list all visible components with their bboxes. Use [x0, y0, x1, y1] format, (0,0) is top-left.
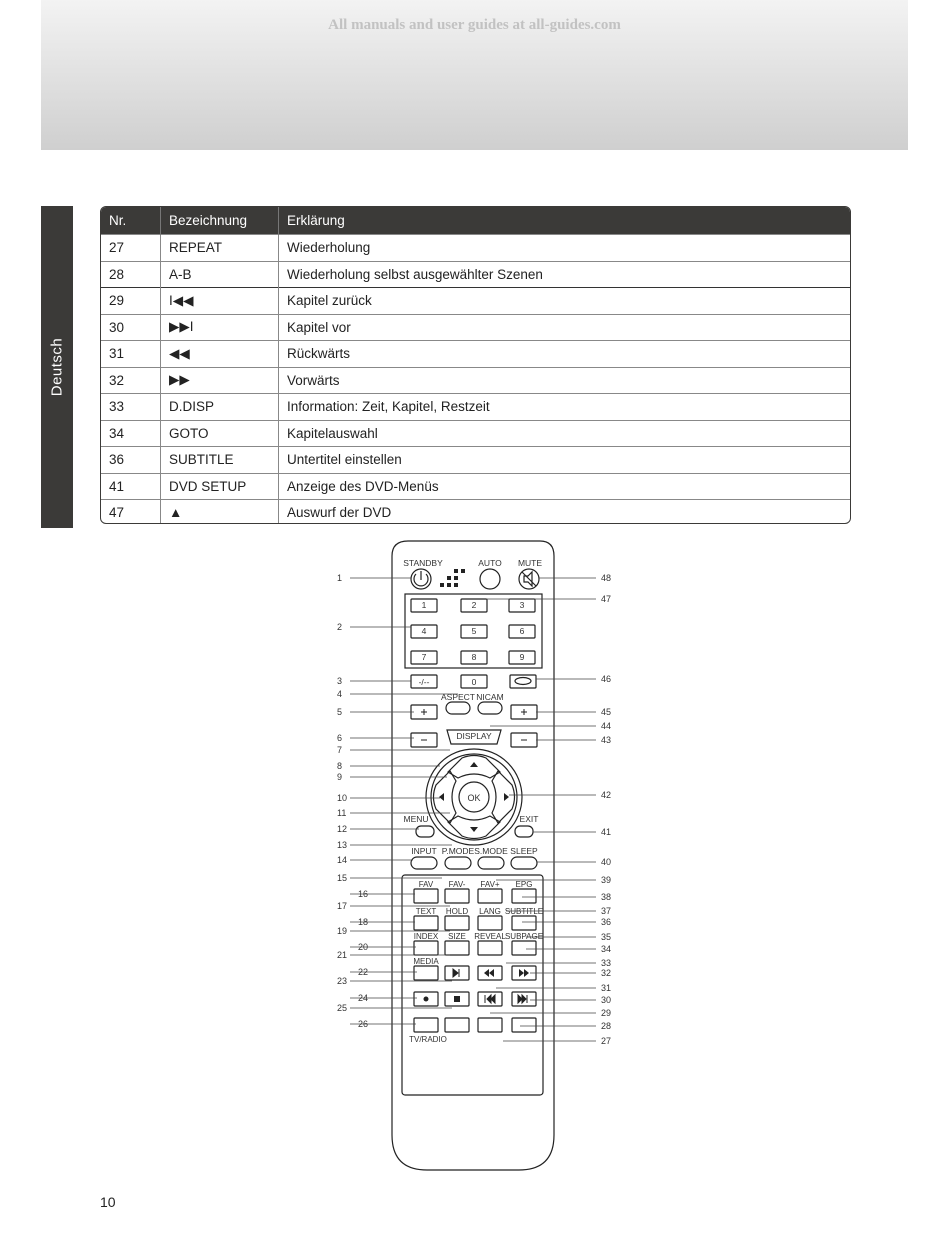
hold-label: HOLD: [445, 907, 469, 916]
cell-nr: 41: [101, 473, 161, 500]
watermark-text: All manuals and user guides at all-guides.com: [328, 17, 621, 33]
cell-erklaerung: Vorwärts: [279, 367, 851, 394]
callout-number: 41: [601, 827, 612, 837]
cell-bezeichnung: ▶▶: [161, 367, 279, 394]
callout-number: 1: [337, 573, 343, 583]
cell-bezeichnung: GOTO: [161, 420, 279, 447]
callout-number: 10: [337, 793, 348, 803]
callout-number: 45: [601, 707, 612, 717]
callout-number: 3: [337, 676, 343, 686]
callout-number: 11: [337, 808, 347, 818]
pmode-label: P.MODE: [441, 846, 475, 856]
callout-number: 40: [601, 857, 612, 867]
nicam-button: [478, 702, 502, 714]
plus-icon: [521, 709, 527, 715]
tvradio-label: TV/RADIO: [409, 1035, 447, 1044]
cell-bezeichnung: ▶▶I: [161, 314, 279, 341]
number-button-label: 1: [421, 600, 427, 610]
smode-button: [478, 857, 504, 869]
input-label: INPUT: [411, 846, 437, 856]
callout-number: 27: [601, 1036, 612, 1046]
callout-number: 33: [601, 958, 612, 968]
cell-bezeichnung: SUBTITLE: [161, 447, 279, 474]
callout-number: 21: [337, 950, 348, 960]
display-label: DISPLAY: [456, 731, 492, 741]
input-button: [411, 857, 437, 869]
cell-erklaerung: Kapitelauswahl: [279, 420, 851, 447]
cell-bezeichnung: ◀◀: [161, 341, 279, 368]
fav_minus-button: [445, 889, 469, 903]
callout-number: 25: [337, 1003, 348, 1013]
fav-button: [414, 889, 438, 903]
callout-number: 5: [337, 707, 343, 717]
menu-label: MENU: [403, 814, 429, 824]
cell-erklaerung: Rückwärts: [279, 341, 851, 368]
callout-number: 6: [337, 733, 343, 743]
hold-button: [445, 916, 469, 930]
callout-number: 22: [358, 967, 369, 977]
number-button-label: 4: [421, 626, 427, 636]
previous-chapter-icon: [485, 995, 495, 1003]
transport-button: [512, 1018, 536, 1032]
dash-button-label: -/--: [418, 677, 430, 687]
aspect-label: ASPECT: [440, 692, 476, 702]
number-button-label: 8: [471, 652, 477, 662]
sleep-label: SLEEP: [510, 846, 538, 856]
cell-erklaerung: Anzeige des DVD-Menüs: [279, 473, 851, 500]
lang-label: LANG: [479, 907, 501, 916]
number-button-label: 2: [471, 600, 477, 610]
cell-bezeichnung: D.DISP: [161, 394, 279, 421]
signal-dots-icon: [440, 569, 465, 587]
fav-label: FAV: [418, 880, 434, 889]
epg-button: [512, 889, 536, 903]
cell-nr: 34: [101, 420, 161, 447]
record-icon: [424, 997, 429, 1002]
subpage-button: [512, 941, 536, 955]
callout-number: 4: [337, 689, 343, 699]
play-pause-icon: [453, 969, 459, 977]
callout-number: 39: [601, 875, 612, 885]
fav_plus-button: [478, 889, 502, 903]
reveal-label: REVEAL: [474, 932, 506, 941]
header-bezeichnung: Bezeichnung: [161, 207, 279, 235]
exit-label: EXIT: [519, 814, 539, 824]
callout-number: 48: [601, 573, 612, 583]
number-button-label: 5: [471, 626, 477, 636]
callout-number: 24: [358, 993, 369, 1003]
cell-bezeichnung: DVD SETUP: [161, 473, 279, 500]
standby-label: STANDBY: [403, 558, 443, 568]
callout-number: 23: [337, 976, 348, 986]
callout-number: 34: [601, 944, 612, 954]
subtitle-button: [512, 916, 536, 930]
callout-number: 12: [337, 824, 348, 834]
callout-number: 36: [601, 917, 612, 927]
sleep-button: [511, 857, 537, 869]
callout-number: 14: [337, 855, 348, 865]
callout-number: 30: [601, 995, 612, 1005]
callout-number: 37: [601, 906, 612, 916]
callout-number: 42: [601, 790, 612, 800]
cell-nr: 30: [101, 314, 161, 341]
cell-nr: 31: [101, 341, 161, 368]
exit-button: [515, 826, 533, 837]
cell-nr: 36: [101, 447, 161, 474]
lang-button: [478, 916, 502, 930]
size-label: SIZE: [448, 932, 466, 941]
callout-number: 15: [337, 873, 348, 883]
callout-number: 8: [337, 761, 343, 771]
callout-number: 43: [601, 735, 612, 745]
page-number: 10: [100, 1194, 116, 1210]
cell-nr: 32: [101, 367, 161, 394]
next-chapter-icon: [518, 995, 527, 1003]
callout-number: 17: [337, 901, 348, 911]
callout-number: 44: [601, 721, 612, 731]
callout-number: 16: [358, 889, 369, 899]
callout-number: 18: [358, 917, 369, 927]
cell-erklaerung: Kapitel zurück: [279, 288, 851, 315]
number-button-label: 6: [519, 626, 525, 636]
nicam-label: NICAM: [476, 692, 504, 702]
mute-label: MUTE: [517, 558, 543, 568]
cell-erklaerung: Information: Zeit, Kapitel, Restzeit: [279, 394, 851, 421]
media-label: MEDIA: [413, 957, 439, 966]
cell-nr: 47: [101, 500, 161, 525]
text-label: TEXT: [415, 907, 437, 916]
callout-number: 35: [601, 932, 612, 942]
transport-button: [414, 966, 438, 980]
callout-number: 20: [358, 942, 369, 952]
index-button: [414, 941, 438, 955]
callout-number: 2: [337, 622, 343, 632]
epg-label: EPG: [515, 880, 533, 889]
number-button-label: 9: [519, 652, 525, 662]
fav_plus-label: FAV+: [480, 880, 500, 889]
callout-number: 32: [601, 968, 612, 978]
header-erklaerung: Erklärung: [279, 207, 851, 235]
cell-nr: 27: [101, 235, 161, 262]
index-label: INDEX: [413, 932, 439, 941]
text-button: [414, 916, 438, 930]
callout-number: 13: [337, 840, 348, 850]
number-button-label: 3: [519, 600, 525, 610]
header-nr: Nr.: [109, 213, 127, 228]
transport-button: [478, 1018, 502, 1032]
cell-erklaerung: Kapitel vor: [279, 314, 851, 341]
cell-erklaerung: Wiederholung selbst ausgewählter Szenen: [279, 261, 851, 288]
smode-label: S.MODE: [474, 846, 508, 856]
cell-bezeichnung: ▲: [161, 500, 279, 525]
callout-number: 31: [601, 983, 612, 993]
cell-nr: 33: [101, 394, 161, 421]
mute-icon: [522, 572, 536, 586]
auto-button: [480, 569, 500, 589]
transport-button: [445, 1018, 469, 1032]
cell-bezeichnung: A-B: [161, 261, 279, 288]
transport-button: [414, 1018, 438, 1032]
menu-button: [416, 826, 434, 837]
subpage-label: SUBPAGE: [504, 932, 544, 941]
stop-icon: [454, 996, 460, 1002]
aspect-button: [446, 702, 470, 714]
cell-nr: 28: [101, 261, 161, 288]
pmode-button: [445, 857, 471, 869]
callout-number: 38: [601, 892, 612, 902]
number-button-label: 7: [421, 652, 427, 662]
callout-number: 9: [337, 772, 343, 782]
callout-number: 26: [358, 1019, 369, 1029]
cell-erklaerung: Untertitel einstellen: [279, 447, 851, 474]
callout-number: 7: [337, 745, 343, 755]
plus-icon: [421, 709, 427, 715]
ok-label: OK: [467, 793, 481, 803]
fast-forward-icon: [519, 969, 529, 977]
cell-erklaerung: Wiederholung: [279, 235, 851, 262]
callout-number: 47: [601, 594, 612, 604]
cell-erklaerung: Auswurf der DVD: [279, 500, 851, 525]
auto-label: AUTO: [478, 558, 502, 568]
cell-bezeichnung: REPEAT: [161, 235, 279, 262]
number-button-label: 0: [471, 677, 477, 687]
callout-number: 46: [601, 674, 612, 684]
subtitle-label: SUBTITLE: [504, 907, 544, 916]
reveal-button: [478, 941, 502, 955]
language-tab-label: Deutsch: [48, 337, 66, 397]
callout-number: 19: [337, 926, 348, 936]
callout-number: 29: [601, 1008, 612, 1018]
callout-number: 28: [601, 1021, 612, 1031]
cell-bezeichnung: I◀◀: [161, 288, 279, 315]
power-icon: [414, 571, 428, 586]
size-button: [445, 941, 469, 955]
nav-left-button: [434, 771, 457, 823]
swap-icon: [515, 678, 531, 685]
fav_minus-label: FAV-: [448, 880, 466, 889]
nav-right-button: [492, 771, 515, 823]
cell-nr: 29: [101, 288, 161, 315]
rewind-icon: [484, 969, 494, 977]
